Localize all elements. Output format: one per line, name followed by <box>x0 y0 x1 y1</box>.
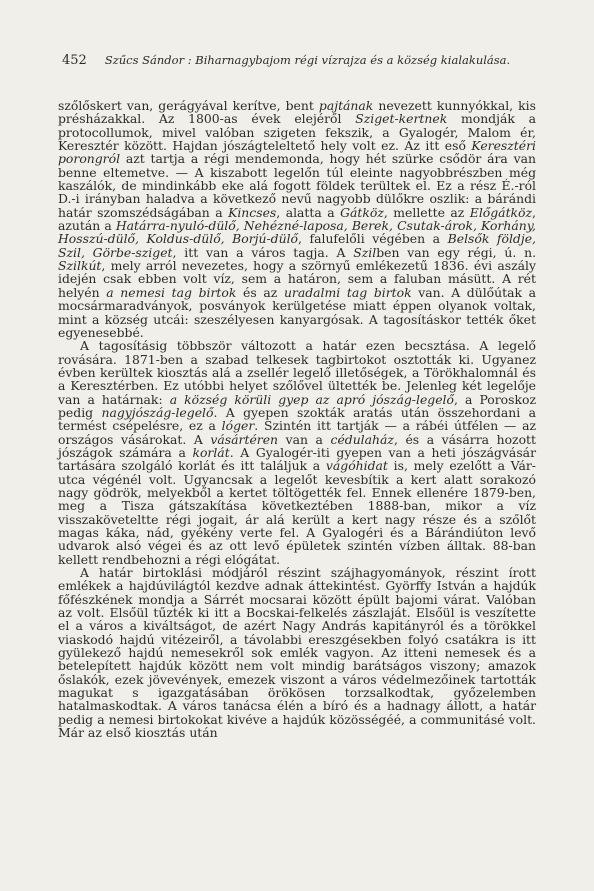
page-number: 452 <box>62 53 87 68</box>
paragraph: A tagosításig többször változott a határ ezen becsztása. A legelő rovására. 1871-ben a szabad telkesek tagbirtokot osztották ki. Ugyanez évben kerültek kiosztás alá a zsellér legelő illetőségek, a Törökhalomnál és a Keresztérben. Ez utóbbi helyet szőlővel ültették be. Jelenleg két legelője van a határnak: a község körüli gyep az apró jószág-legelő, a Poroskoz pedig nagyjószág-legelő. A gyepen szokták aratás után összehordani a termést csépelésre, ez a lóger. Szintén itt tartják — a rábéi útfélen — az országos vásárokat. A vásártéren van a cédulaház, és a vásárra hozott jószágok számára a korlát. A Gyalogér-iti gyepen van a heti jószágvásár tartására szolgáló korlát és itt találjuk a vágóhidat is, mely ezelőtt a Vár-utca végénél volt. Ugyancsak a legelőt kevesbítik a kert alatt sorakozó nagy gödrök, melyekből a kertet töltögették fel. Ennek ellenére 1879-ben, meg a Tisza gátszakítása következtében 1888-ban, mikor a víz visszaköveteltte régi jogait, ár alá került a kert nagy része és a szőlőt magas káka, nád, gyékény verte fel. A Gyalogéri és a Bárándiúton levő udvarok alsó végei és az ott levő épületek szintén vízben álltak. 88-ban kellett rendbehozni a régi elógátat. <box>58 338 536 567</box>
paragraph: szőlőskert van, gerágyával kerítve, bent pajtának nevezett kunnyókkal, kis présházakkal. Az 1800-as évek elejéről Sziget-kertnek mondják a protocollumok, mivel valóban szigeten fekszik, a Gyalogér, Malom ér, Keresztér között. Hajdan jószágteleltető hely volt ez. Az itt eső Keresztéri porongról azt tartja a régi mendemonda, hogy hét szürke csődör ára van benne eltemetve. — A kiszabott legelőn túl eleinte nagyobbrészben még kaszálók, de mindinkább eke alá fogott földek terültek el. Ez a rész É.-ról D.-i irányban haladva a következő nevű nagyobb dülőkre oszlik: a bárándi határ szomszédságában a Kincses, alatta a Gátköz, mellette az Előgátköz, azután a Határra-nyuló-dülő, Nehézné-laposa, Berek, Csutak-árok, Korhány, Hosszú-dülő, Koldus-dülő, Borjú-dülő, falufelőli végében a Belsők földje, Szil, Görbe-sziget, itt van a város tagja. A Szilben van egy régi, ú. n. Szilkút, mely arról nevezetes, hogy a szörnyű emlékezetű 1836. évi aszály idején csak ebben volt víz, sem a határon, sem a faluban másütt. A rét helyén a nemesi tag birtok és az uradalmi tag birtok van. A dülőútak a mocsármaradványok, posványok kerülgetése miatt éppen olyanok voltak, mint a község utcái: szeszélyesen kanyargósak. A tagosításkor tették őket egyenesebbé. <box>58 98 537 340</box>
page-header <box>62 52 542 68</box>
body-text <box>58 99 536 740</box>
running-title: Szűcs Sándor : Biharnagybajom régi vízrajza és a község kialakulása. <box>104 53 511 67</box>
paragraph: A határ birtoklási módjáról részint szájhagyományok, részint írott emlékek a hajdúvilágtól kezdve adnak áttekintést. Györffy István a hajdúk főfészkének mondja a Sárrét mocsarai között épült bajomi várat. Valóban az volt. Elsőül tűzték ki itt a Bocskai-felkelés zászlaját. Elsőül is veszítette el a város a kiváltságot, de azért Nagy András kapitányról és a törökkel viaskodó hajdú vitézeiről, a távolabbi ereszgésekben folyó csatákra is itt gyülekező hajdú nemesekről sok emlék vagyon. Az itteni nemesek és a betelepített hajdúk között nem volt mindig barátságos viszony; amazok őslakók, ezek jövevények, emezek viszont a város védelmezőinek tartották magukat s igazgatásában örökösen torzsalkodtak, győzelemben hatalmaskodtak. A város tanácsa élén a bíró és a hadnagy állott, a határ pedig a nemesi birtokokat kivéve a hajdúk közösségéé, a communitásé volt. Már az első kiosztás után <box>58 565 536 741</box>
